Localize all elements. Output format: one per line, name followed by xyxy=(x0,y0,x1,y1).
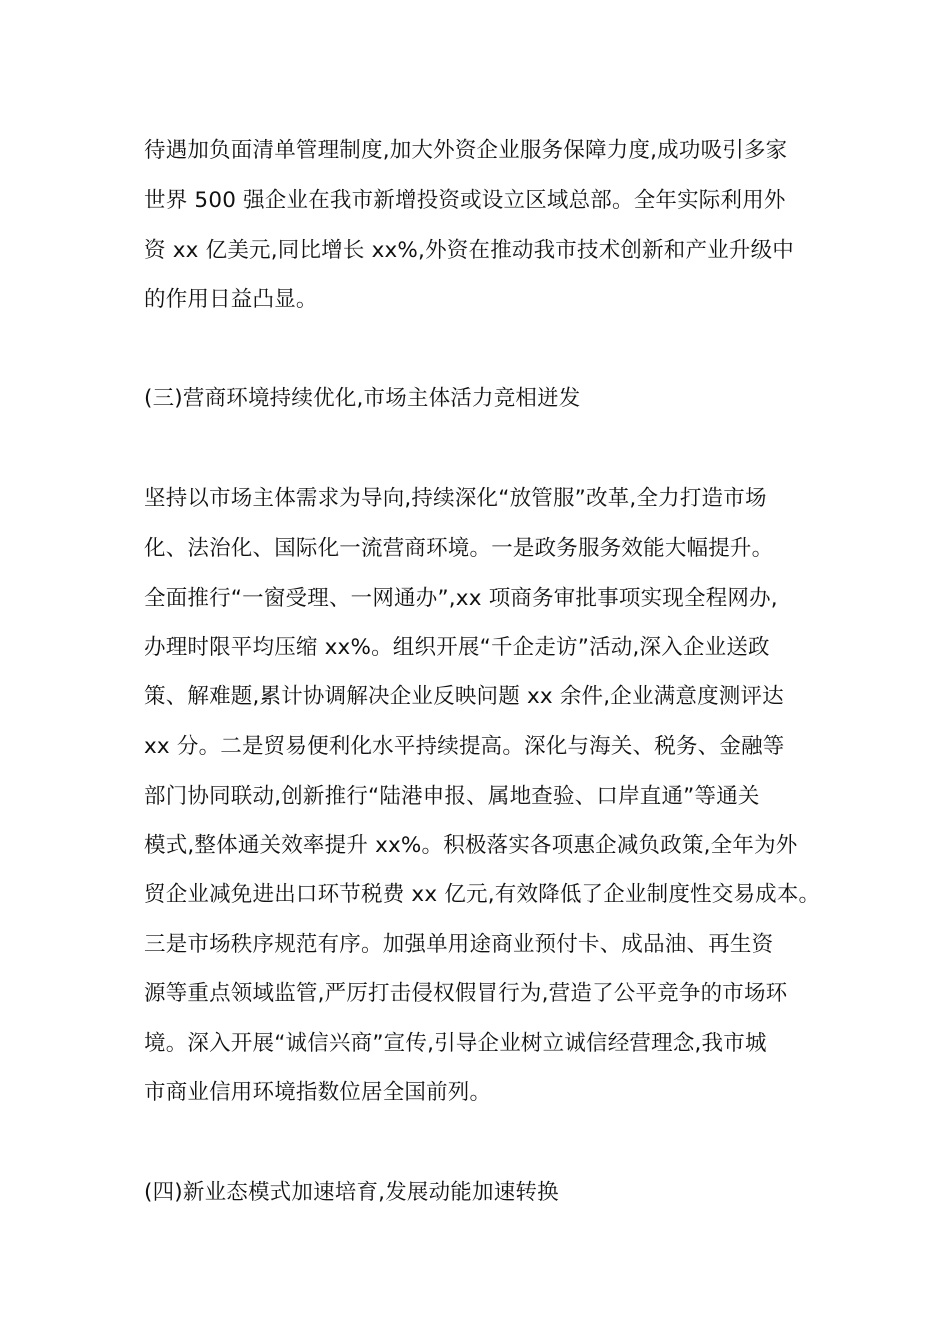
section-heading-4: (四)新业态模式加速培育,发展动能加速转换 xyxy=(144,1180,559,1205)
paragraph-line: 的作用日益凸显。 xyxy=(144,287,318,312)
paragraph-line: 世界 500 强企业在我市新增投资或设立区域总部。全年实际利用外 xyxy=(144,188,786,213)
paragraph-line: xx 分。二是贸易便利化水平持续提高。深化与海关、税务、金融等 xyxy=(144,734,785,759)
paragraph-line: 资 xx 亿美元,同比增长 xx%,外资在推动我市技术创新和产业升级中 xyxy=(144,238,794,263)
paragraph-line: 化、法治化、国际化一流营商环境。一是政务服务效能大幅提升。 xyxy=(144,536,774,561)
paragraph-line: 贸企业减免进出口环节税费 xx 亿元,有效降低了企业制度性交易成本。 xyxy=(144,882,821,907)
section-heading-3: (三)营商环境持续优化,市场主体活力竞相迸发 xyxy=(144,386,581,411)
paragraph-line: 境。深入开展“诚信兴商”宣传,引导企业树立诚信经营理念,我市城 xyxy=(144,1031,767,1056)
paragraph-line: 待遇加负面清单管理制度,加大外资企业服务保障力度,成功吸引多家 xyxy=(144,138,788,163)
paragraph-line: 源等重点领域监管,严厉打击侵权假冒行为,营造了公平竞争的市场环 xyxy=(144,981,788,1006)
paragraph-line: 三是市场秩序规范有序。加强单用途商业预付卡、成品油、再生资 xyxy=(144,932,774,957)
paragraph-line: 部门协同联动,创新推行“陆港申报、属地查验、口岸直通”等通关 xyxy=(144,784,760,809)
paragraph-line: 办理时限平均压缩 xx%。组织开展“千企走访”活动,深入企业送政 xyxy=(144,635,770,660)
paragraph-line: 坚持以市场主体需求为导向,持续深化“放管服”改革,全力打造市场 xyxy=(144,486,767,511)
paragraph-line: 模式,整体通关效率提升 xx%。积极落实各项惠企减负政策,全年为外 xyxy=(144,833,798,858)
paragraph-line: 策、解难题,累计协调解决企业反映问题 xx 余件,企业满意度测评达 xyxy=(144,684,784,709)
paragraph-line: 全面推行“一窗受理、一网通办”,xx 项商务审批事项实现全程网办, xyxy=(144,586,778,611)
paragraph-line: 市商业信用环境指数位居全国前列。 xyxy=(144,1080,492,1105)
